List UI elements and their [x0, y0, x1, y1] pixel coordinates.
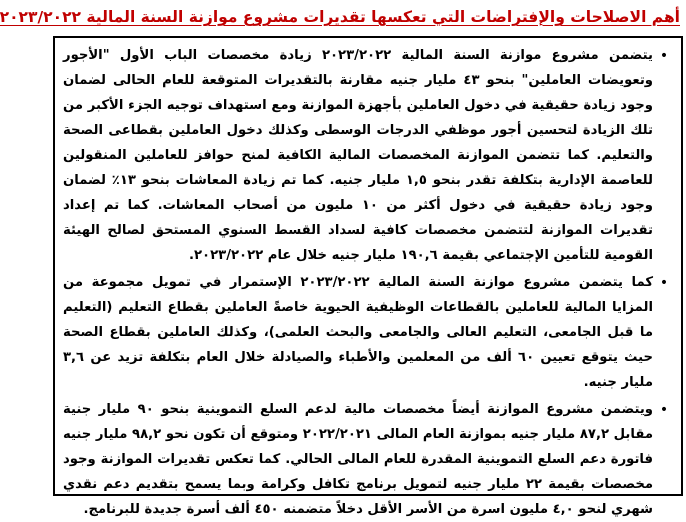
paragraph-subsidies: ويتضمن مشروع الموازنة أيضاً مخصصات مالية لدعم السلع التموينية بنحو ٩٠ مليار جنية مقابل ٨٧,٢ مليار جنيه بموازنة العام المالى ٢٠٢٢/٢٠٢١ ومتوقع أن تكون نحو ٩٨,٢ مليار جنيه فاتورة دعم السلع التموينية المقدرة للعام المالى الحالي. كما تعكس تقديرات الموازنة وجود مخصصات بقيمة ٢٢ مليار جنيه لتمويل برنامج تكافل وكرامة وبما يسمح بتقديم دعم نقدي شهري لنحو ٤,٠ مليون اسرة من الأسر الأقل دخلاً متضمنه ٤٥٠ ألف أسرة جديدة للبرنامج.	[63, 402, 653, 517]
bullet-item-benefits	[63, 270, 671, 395]
paragraph-benefits: كما يتضمن مشروع موازنة السنة المالية ٢٠٢٣/٢٠٢٢ الإستمرار في تمويل مجموعة من المزايا المالية للعاملين بالقطاعات الوظيفية الحيوية خاصةً العاملين بقطاع التعليم (التعليم ما قبل الجامعى، التعليم العالى والجامعى والبحث العلمى)، وكذلك العاملين بقطاع الصحة حيث يتوقع تعيين ٦٠ ألف من المعلمين والأطباء والصيادلة خلال العام بتكلفة تزيد عن ٣,٦ مليار جنيه.	[63, 275, 653, 390]
bullet-icon: •	[659, 275, 669, 291]
document-title: أهم الاصلاحات والإفتراضات التي تعكسها تقديرات مشروع موازنة السنة المالية ٢٠٢٣/٢٠٢٢	[0, 8, 680, 26]
bullet-item-subsidies	[63, 397, 671, 522]
bullet-icon: •	[659, 48, 669, 64]
bullet-item-wages	[63, 43, 671, 268]
paragraph-wages: يتضمن مشروع موازنة السنة المالية ٢٠٢٣/٢٠٢٢ زيادة مخصصات الباب الأول "الأجور وتعويضات العاملين" بنحو ٤٣ مليار جنيه مقارنة بالتقديرات المتوقعة للعام الحالى لضمان وجود زيادة حقيقية في دخول العاملين بأجهزة الموازنة ومع استهداف توجيه الجزء الأكبر من تلك الزيادة لتحسين أجور موظفي الدرجات الوسطى وكذلك دخول العاملين بقطاعى الصحة والتعليم. كما تتضمن الموازنة المخصصات المالية الكافية لمنح حوافز للعاملين المنقولين للعاصمة الإدارية بتكلفة تقدر بنحو ١,٥ مليار جنيه. كما تم زيادة المعاشات بنحو ١٣٪ لضمان وجود زيادة حقيقية في دخول أكثر من ١٠ مليون من أصحاب المعاشات. كما تم إعداد تقديرات الموازنة لتتضمن مخصصات كافية لسداد القسط السنوي المستحق لصالح الهيئة القومية للتأمين الإجتماعي بقيمة ١٩٠,٦ مليار جنيه خلال عام ٢٠٢٣/٢٠٢٢.	[63, 48, 654, 263]
bullet-list	[63, 43, 671, 522]
content-frame	[53, 36, 683, 517]
bullet-icon: •	[659, 402, 669, 418]
